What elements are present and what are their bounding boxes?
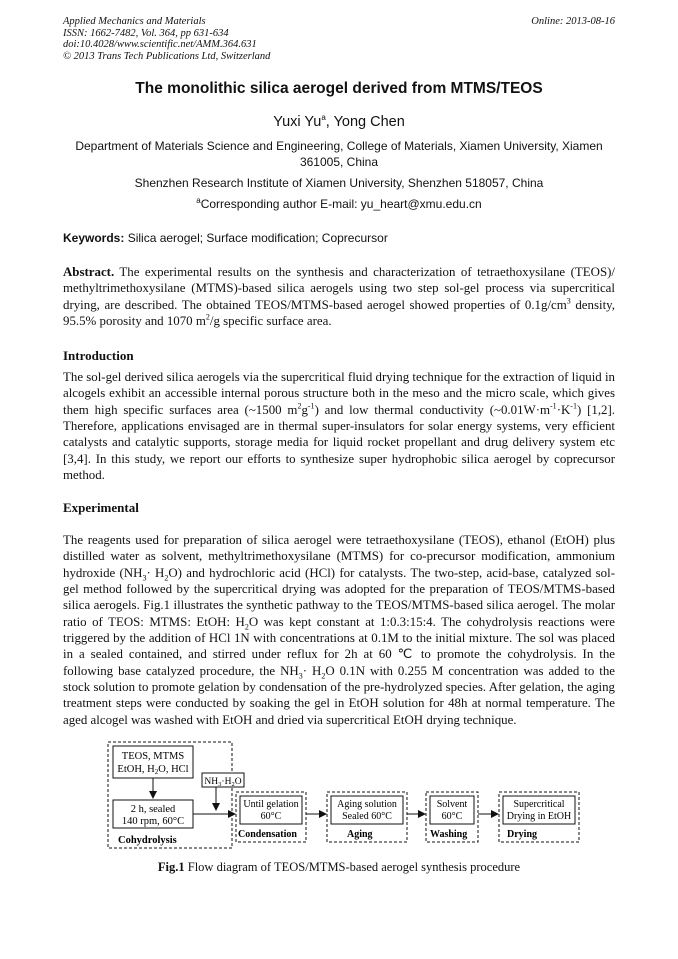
condensation-label: Condensation [238,829,297,840]
cohydrolysis-label: Cohydrolysis [118,835,177,846]
intro-text: g [301,402,308,417]
experimental-paragraph [63,532,615,728]
corresponding-superscript: a [196,196,201,205]
reagents-line1: TEOS, MTMS [121,751,185,762]
exp-text: O was kept constant at 1:0.3:15:4. The cohydrolysis reactions were triggered by the addition of HCl 1N with concentrations at 0.1M to the initial mixture. The sol was placed in a sealed contained, and stirred under reflux for 2h at 60 ℃ to promote the cohydrolysis. In the following base catalyzed procedure, the NH [63,614,615,678]
abstract-label: Abstract. [63,265,115,279]
abstract-text: The experimental results on the synthesis and characterization of tetraethoxysilane (TEOS)/ methyltrimethoxysilane (MTMS)-based silica aerogels using two step sol-gel process via supercritical drying, are described. The obtained TEOS/MTMS-based aerogel showed properties of 0.1g/cm [63,265,615,312]
exp-text: · H [302,663,322,678]
washing-line1: Solvent [436,799,468,810]
author-separator: , [325,114,334,130]
affiliation-2: Shenzhen Research Institute of Xiamen University, Shenzhen 518057, China [134,176,544,190]
caption-label: Fig.1 [157,860,185,874]
corresponding-email: Corresponding author E-mail: yu_heart@xmu.edu.cn [200,197,482,211]
keywords [63,231,388,245]
exp-text: O 0.1N with 0.255 M concentration was added to the stock solution to promote gelation by condensation of the pre-hydrolyzed species. After gelation, the aging treatment steps were conducted by soaking the gel in EtOH solution for 48h at normal temperature. The aged alcogel was washed with EtOH and dried via supercritical EtOH drying technique. [63,663,615,727]
drying-line2: Drying in EtOH [506,811,572,822]
subscript: 2 [244,622,249,632]
subscript: 2 [164,573,169,583]
abstract-text: /g specific surface area. [209,314,332,329]
superscript: 2 [205,312,210,322]
drying-line1: Supercritical [513,799,565,810]
washing-line2: 60°C [441,811,463,822]
corresponding-author [63,196,615,212]
copyright-line: © 2013 Trans Tech Publications Ltd, Switzerland [63,50,271,62]
cohydrolysis-line1: 2 h, sealed [130,804,176,815]
introduction-paragraph [63,369,615,483]
drying-label: Drying [507,829,537,840]
washing-label: Washing [430,829,468,840]
superscript: 2 [297,401,302,411]
aging-line2: Sealed 60°C [342,811,392,822]
superscript: -1 [570,401,577,411]
abstract-paragraph [63,264,615,329]
online-date: Online: 2013-08-16 [531,16,615,27]
exp-text: · H [146,565,165,580]
journal-header [63,16,270,62]
doi-line: doi:10.4028/www.scientific.net/AMM.364.631 [63,39,257,50]
nh3-label: $NH_3\cdot H_2O$ [204,777,242,788]
flow-diagram [0,740,678,852]
superscript: 3 [566,296,571,306]
exp-text: The reagents used for preparation of silica aerogel were tetraethoxysilane (TEOS), ethanol (EtOH) plus distilled water as solvent, methyltrimethoxysilane (MTMS) for co-precursor modification, ammonium hydroxide (NH [63,533,615,580]
intro-text: ) [1,2]. Therefore, applications envisaged are in thermal super-insulators for solar energy systems, very efficient catalysts and catalytic supports, storage media for liquid rocket propellant and drug delivery system etc [3,4]. In this study, we report our efforts to synthesize super hydrophobic silica aerogel by coprecursor method. [63,402,615,483]
condensation-line2: 60°C [260,811,282,822]
author-name: Yuxi Yu [273,114,322,130]
introduction-heading: Introduction [63,348,134,363]
affiliation-1: Department of Materials Science and Engineering, College of Materials, Xiamen University, Xiamen 361005, China [75,139,603,169]
experimental-heading: Experimental [63,500,139,515]
intro-text: ·K [556,402,571,417]
superscript: -1 [307,401,315,411]
abstract-text: density, 95.5% porosity and 1070 m [63,297,615,329]
keywords-text: Silica aerogel; Surface modification; Coprecursor [124,231,388,245]
author-name: Yong Chen [333,114,405,130]
aging-line1: Aging solution [337,799,397,810]
issn-line: ISSN: 1662-7482, Vol. 364, pp 631-634 [63,27,229,39]
exp-text: O) and hydrochloric acid (HCl) for catalysts. The two-step, acid-base, catalyzed sol-gel method followed by the supercritical drying was adopted for the preparation of TEOS/MTMS-based silica aerogels. Fig.1 illustrates the synthetic pathway to the TEOS/MTMS-based silica aerogel. The molar ratio of TEOS: MTMS: EtOH: H [63,565,616,629]
caption-text: Flow diagram of TEOS/MTMS-based aerogel synthesis procedure [184,860,521,874]
subscript: 3 [142,573,147,583]
journal-name: Applied Mechanics and Materials [63,16,206,27]
authors-line [0,114,678,130]
keywords-label: Keywords: [63,231,125,245]
subscript: 2 [321,671,326,681]
condensation-line1: Until gelation [243,799,299,810]
superscript: -1 [550,401,557,411]
figure-caption [0,860,678,875]
intro-text: The sol-gel derived silica aerogels via the supercritical fluid drying technique for the extraction of liquid in alcogels exhibit an accessible internal porous structure both in the meso and the micro scale, which gives them high specific surfaces area (~1500 m [63,370,615,417]
author-superscript: a [321,113,326,123]
paper-title: The monolithic silica aerogel derived from MTMS/TEOS [135,80,543,97]
subscript: 3 [298,671,303,681]
reagents-line2: EtOH, H2O, HCl [117,764,189,776]
cohydrolysis-line2: 140 rpm, 60°C [121,816,185,827]
intro-text: ) and low thermal conductivity (~0.01W·m [314,402,551,417]
aging-label: Aging [347,829,373,840]
